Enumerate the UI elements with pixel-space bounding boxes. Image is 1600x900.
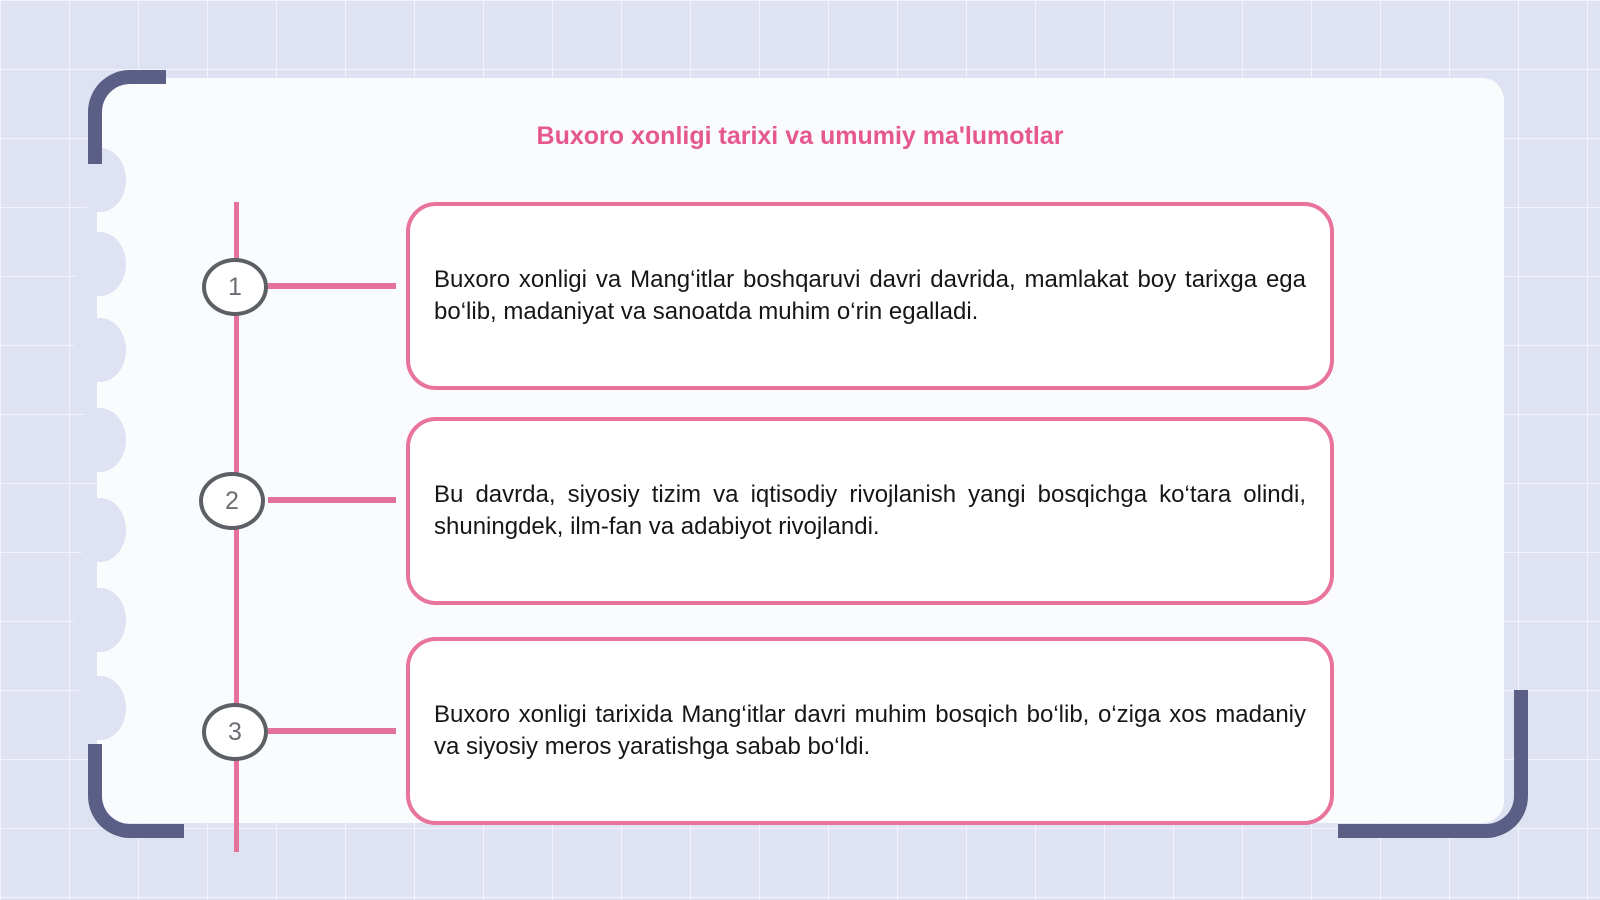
step-number-3: 3 [202, 703, 268, 761]
timeline-card-3 [406, 637, 1334, 825]
scallop-edge [74, 318, 126, 382]
timeline-connector [268, 497, 396, 503]
scallop-edge [74, 408, 126, 472]
card-text: Buxoro xonligi tarixida Mang‘itlar davri muhim bosqich bo‘lib, o‘ziga xos madaniy va siyosiy meros yaratishga sabab bo‘ldi. [434, 701, 1306, 760]
card-text: Bu davrda, siyosiy tizim va iqtisodiy rivojlanish yangi bosqichga ko‘tara olindi, shuningdek, ilm-fan va adabiyot rivojlandi. [434, 481, 1306, 540]
scallop-edge [74, 498, 126, 562]
scallop-edge [74, 676, 126, 740]
step-number-2: 2 [199, 472, 265, 530]
timeline-connector [268, 728, 396, 734]
scallop-edge [74, 232, 126, 296]
corner-bracket-bottom-right [1338, 690, 1528, 838]
card-text: Buxoro xonligi va Mang‘itlar boshqaruvi davri davrida, mamlakat boy tarixga ega bo‘lib, madaniyat va sanoatda muhim o‘rin egalladi. [434, 266, 1306, 325]
step-number-1: 1 [202, 258, 268, 316]
timeline-card-2 [406, 417, 1334, 605]
scallop-edge [74, 588, 126, 652]
corner-bracket-bottom-left [88, 744, 184, 838]
timeline-card-1 [406, 202, 1334, 390]
corner-bracket-top-left [88, 70, 166, 164]
timeline-connector [268, 283, 396, 289]
slide-title: Buxoro xonligi tarixi va umumiy ma'lumotlar [536, 122, 1064, 150]
